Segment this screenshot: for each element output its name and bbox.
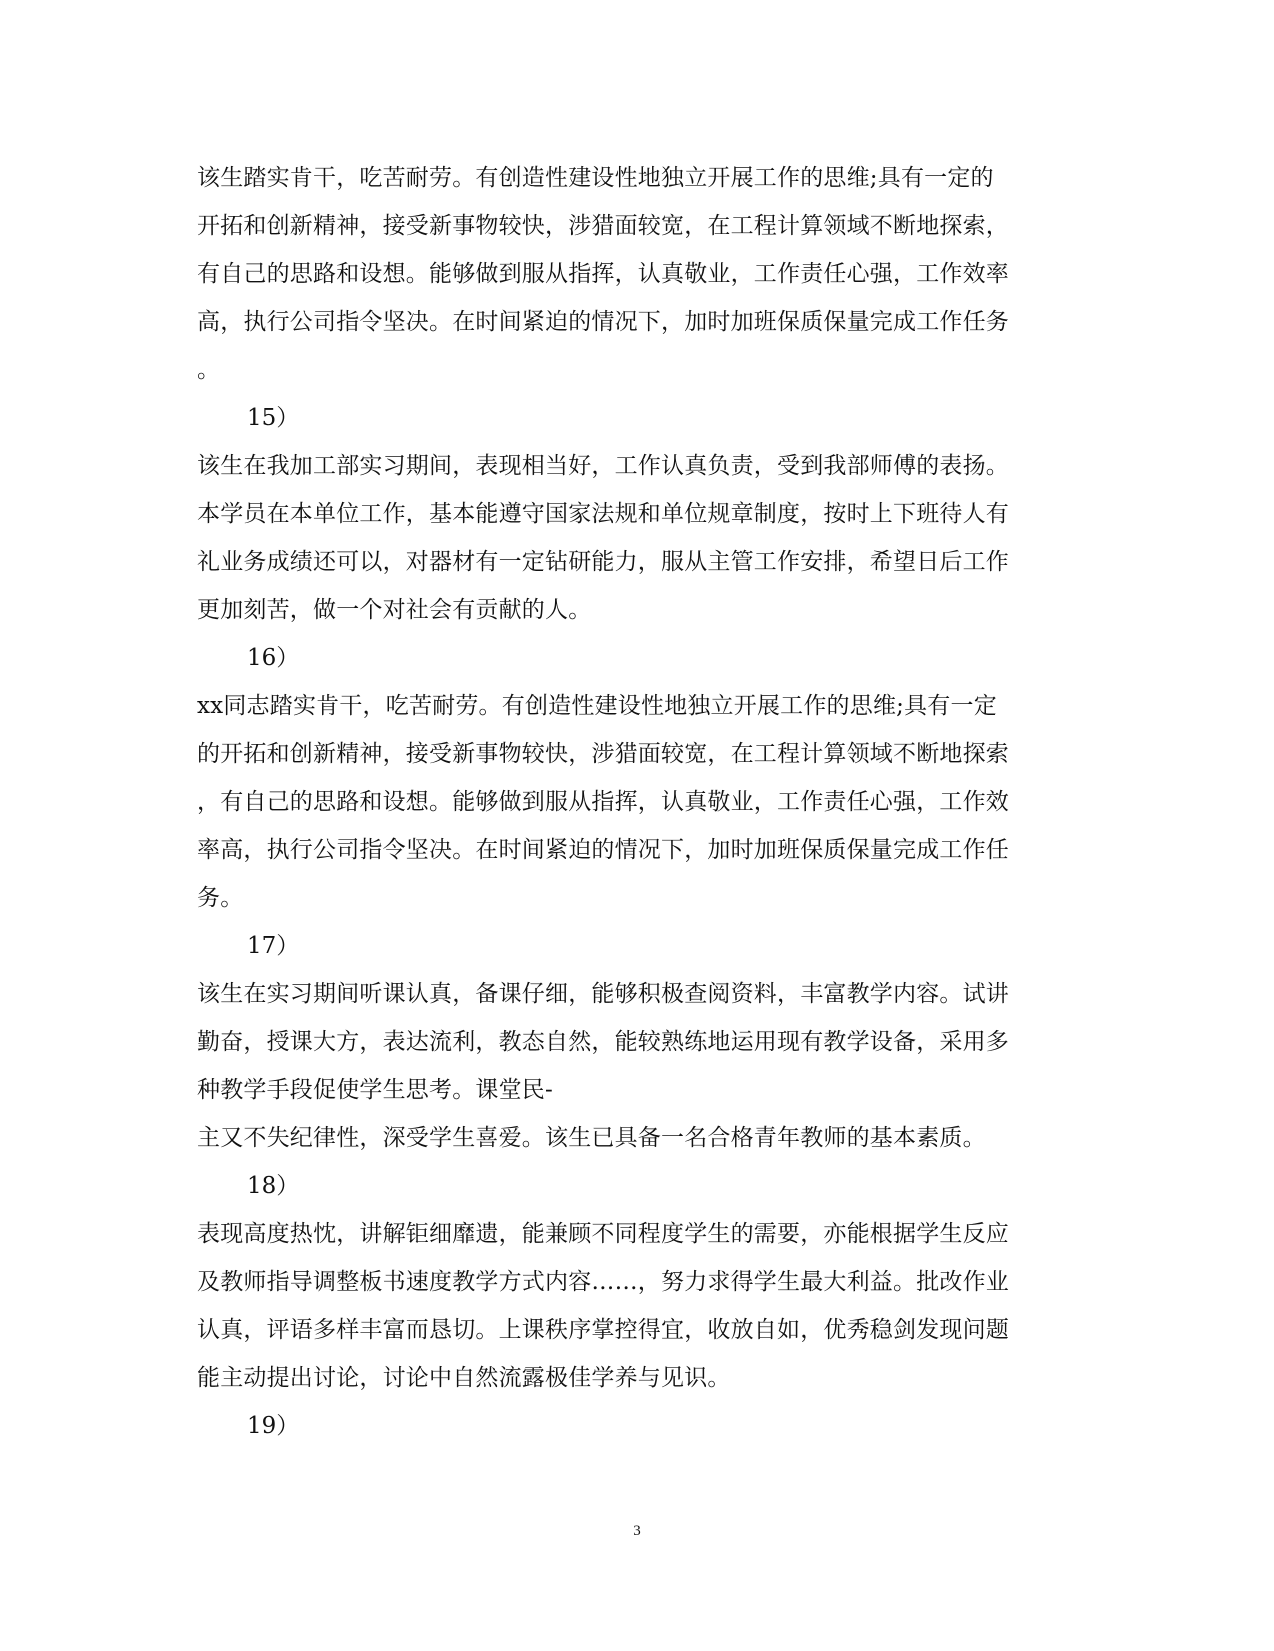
text-line: 有自己的思路和设想。能够做到服从指挥，认真敬业，工作责任心强，工作效率 — [197, 261, 1009, 287]
text-line: 认真，评语多样丰富而恳切。上课秩序掌控得宜，收放自如，优秀稳剑发现问题 — [197, 1317, 1009, 1343]
text-line: 务。 — [197, 885, 244, 911]
text-line: 。 — [197, 357, 221, 383]
item-number: 15） — [247, 405, 300, 431]
text-line: 表现高度热忱，讲解钜细靡遗，能兼顾不同程度学生的需要，亦能根据学生反应 — [197, 1221, 1009, 1247]
paragraph-14-continued — [197, 154, 1077, 394]
item-15 — [197, 394, 1077, 634]
document-body — [197, 154, 1077, 1450]
text-line: 高，执行公司指令坚决。在时间紧迫的情况下，加时加班保质保量完成工作任务 — [197, 309, 1009, 335]
text-line: 主又不失纪律性，深受学生喜爱。该生已具备一名合格青年教师的基本素质。 — [197, 1125, 986, 1151]
text-line: 开拓和创新精神，接受新事物较快，涉猎面较宽，在工程计算领域不断地探索， — [197, 213, 1009, 239]
text-line: 种教学手段促使学生思考。课堂民- — [197, 1077, 553, 1103]
text-line: 礼业务成绩还可以，对器材有一定钻研能力，服从主管工作安排，希望日后工作 — [197, 549, 1009, 575]
item-16 — [197, 634, 1077, 922]
text-line: 率高，执行公司指令坚决。在时间紧迫的情况下，加时加班保质保量完成工作任 — [197, 837, 1009, 863]
text-line: 本学员在本单位工作，基本能遵守国家法规和单位规章制度，按时上下班待人有 — [197, 501, 1009, 527]
text-line: xx同志踏实肯干，吃苦耐劳。有创造性建设性地独立开展工作的思维;具有一定 — [197, 693, 997, 719]
text-line: 该生踏实肯干，吃苦耐劳。有创造性建设性地独立开展工作的思维;具有一定的 — [197, 165, 994, 191]
text-line: ，有自己的思路和设想。能够做到服从指挥，认真敬业，工作责任心强，工作效 — [197, 789, 1009, 815]
item-number: 19） — [247, 1413, 300, 1439]
text-line: 勤奋，授课大方，表达流利，教态自然，能较熟练地运用现有教学设备，采用多 — [197, 1029, 1009, 1055]
text-line: 的开拓和创新精神，接受新事物较快，涉猎面较宽，在工程计算领域不断地探索 — [197, 741, 1009, 767]
text-line: 及教师指导调整板书速度教学方式内容……，努力求得学生最大利益。批改作业 — [197, 1269, 1009, 1295]
text-line: 该生在我加工部实习期间，表现相当好，工作认真负责，受到我部师傅的表扬。 — [197, 453, 1009, 479]
item-17 — [197, 922, 1077, 1162]
item-19 — [197, 1402, 1077, 1450]
item-number: 16） — [247, 645, 300, 671]
item-number: 17） — [247, 933, 300, 959]
page-number: 3 — [633, 1523, 641, 1539]
text-line: 该生在实习期间听课认真，备课仔细，能够积极查阅资料，丰富教学内容。试讲 — [197, 981, 1009, 1007]
item-18 — [197, 1162, 1077, 1402]
item-number: 18） — [247, 1173, 300, 1199]
text-line: 能主动提出讨论，讨论中自然流露极佳学养与见识。 — [197, 1365, 731, 1391]
text-line: 更加刻苦，做一个对社会有贡献的人。 — [197, 597, 592, 623]
